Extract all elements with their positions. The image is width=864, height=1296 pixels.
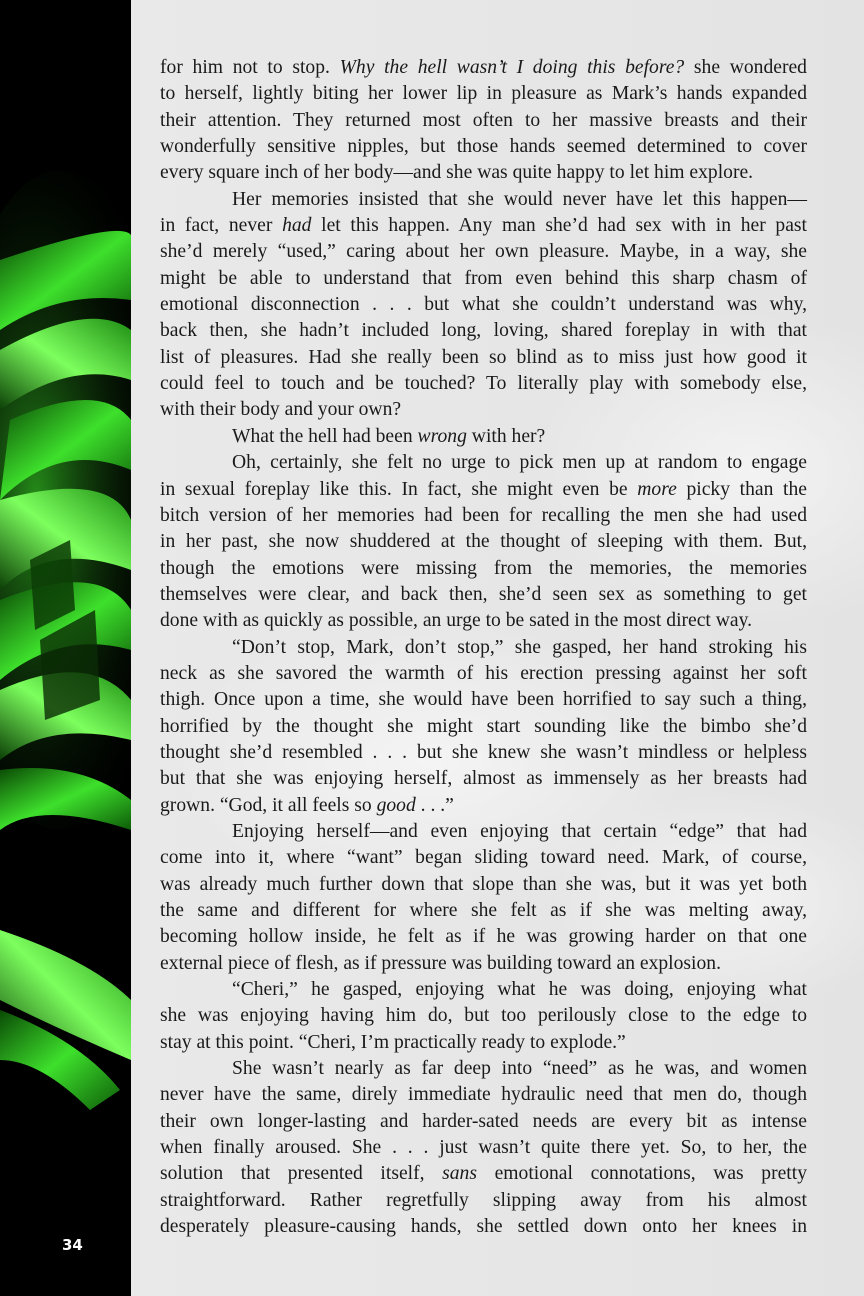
text-run: with her? xyxy=(466,425,546,447)
text-run: thigh. Once upon a time, she would have been horrified to say such a thing, xyxy=(160,689,807,711)
text-run: she’d merely “used,” caring about her own pleasure. Maybe, in a way, she xyxy=(160,241,807,263)
text-line xyxy=(160,1030,807,1056)
text-line xyxy=(160,608,807,634)
text-run: themselves were clear, and back then, she’d seen sex as something to get xyxy=(160,583,807,605)
text-line xyxy=(160,55,807,81)
text-run: but that she was enjoying herself, almost as immensely as her breasts had xyxy=(160,768,807,790)
text-run: picky than the xyxy=(676,478,807,500)
text-line xyxy=(160,292,807,318)
text-line xyxy=(160,793,807,819)
text-line xyxy=(160,477,807,503)
text-run: list of pleasures. Had she really been so blind as to miss just how good it xyxy=(160,346,807,368)
text-run: “Don’t stop, Mark, don’t stop,” she gasped, her hand stroking his xyxy=(232,636,807,658)
text-line xyxy=(160,819,807,845)
text-line xyxy=(160,1082,807,1108)
text-run: to herself, lightly biting her lower lip in pleasure as Mark’s hands expanded xyxy=(160,83,807,105)
text-run: “Cheri,” he gasped, enjoying what he was doing, enjoying what xyxy=(232,979,807,1001)
text-line xyxy=(160,1109,807,1135)
text-line xyxy=(160,1214,807,1240)
italic-text-run: more xyxy=(637,478,677,500)
text-line xyxy=(160,714,807,740)
text-run: for him not to stop. xyxy=(160,57,340,78)
text-line xyxy=(160,134,807,160)
text-line xyxy=(160,582,807,608)
text-run: she was enjoying having him do, but too perilously close to the edge to xyxy=(160,1005,807,1027)
text-line xyxy=(160,397,807,423)
italic-text-run: good xyxy=(376,794,416,816)
text-line xyxy=(160,635,807,661)
text-run: . . .” xyxy=(415,794,454,816)
text-line xyxy=(160,898,807,924)
text-run: emotional disconnection . . . but what she couldn’t understand was why, xyxy=(160,294,807,316)
text-line xyxy=(160,81,807,107)
text-line xyxy=(160,845,807,871)
text-run: becoming hollow inside, he felt as if he was growing harder on that one xyxy=(160,926,807,948)
text-line xyxy=(160,1056,807,1082)
text-run: she wondered xyxy=(684,57,807,78)
text-run: could feel to touch and be touched? To literally play with somebody else, xyxy=(160,373,807,395)
italic-text-run: sans xyxy=(442,1163,477,1185)
text-run: bitch version of her memories had been for recalling the men she had used xyxy=(160,504,807,526)
book-page xyxy=(131,0,864,1296)
italic-text-run: had xyxy=(282,215,312,237)
text-run: horrified by the thought she might start sounding like the bimbo she’d xyxy=(160,715,807,737)
text-run: external piece of flesh, as if pressure was building toward an explosion. xyxy=(160,952,721,974)
text-run: Enjoying herself—and even enjoying that certain “edge” that had xyxy=(232,820,807,842)
text-line xyxy=(160,872,807,898)
text-line xyxy=(160,160,807,186)
text-line xyxy=(160,318,807,344)
text-run: every square inch of her body—and she was quite happy to let him explore. xyxy=(160,162,754,184)
text-run: when finally aroused. She . . . just wasn’t quite there yet. So, to her, the xyxy=(160,1137,807,1159)
text-run: back then, she hadn’t included long, loving, shared foreplay in with that xyxy=(160,320,807,342)
text-run: in fact, never xyxy=(160,215,283,237)
text-line xyxy=(160,1135,807,1161)
text-run: might be able to understand that from even behind this sharp chasm of xyxy=(160,267,807,289)
text-line xyxy=(160,529,807,555)
text-run: grown. “God, it all feels so xyxy=(160,794,377,816)
text-run: in her past, she now shuddered at the thought of sleeping with them. But, xyxy=(160,531,807,553)
text-run: Oh, certainly, she felt no urge to pick men up at random to engage xyxy=(232,452,807,474)
text-run: done with as quickly as possible, an urge to be sated in the most direct way. xyxy=(160,610,753,632)
text-run: though the emotions were missing from the memories, the memories xyxy=(160,557,807,579)
text-line xyxy=(160,1188,807,1214)
text-line xyxy=(160,450,807,476)
text-run: in sexual foreplay like this. In fact, she might even be xyxy=(160,478,638,500)
text-run: their own longer-lasting and harder-sated needs are every bit as intense xyxy=(160,1110,807,1132)
text-line xyxy=(160,740,807,766)
text-line xyxy=(160,661,807,687)
text-line xyxy=(160,345,807,371)
text-run: let this happen. Any man she’d had sex with in her past xyxy=(311,215,807,237)
text-run: Her memories insisted that she would never have let this happen— xyxy=(232,188,807,210)
text-line xyxy=(160,239,807,265)
text-run: their attention. They returned most often to her massive breasts and their xyxy=(160,109,807,131)
text-run: was already much further down that slope than she was, but it was yet both xyxy=(160,873,807,895)
text-run: with their body and your own? xyxy=(160,399,402,421)
text-run: desperately pleasure-causing hands, she settled down onto her knees in xyxy=(160,1216,807,1238)
text-line xyxy=(160,687,807,713)
text-line xyxy=(160,951,807,977)
text-run: never have the same, direly immediate hydraulic need that men do, though xyxy=(160,1084,807,1106)
text-run: She wasn’t nearly as far deep into “need” as he was, and women xyxy=(232,1058,807,1080)
italic-text-run: wrong xyxy=(417,425,467,447)
text-run: come into it, where “want” began sliding toward need. Mark, of course, xyxy=(160,847,807,869)
text-run: What the hell had been xyxy=(232,425,418,447)
page-number: 34 xyxy=(62,1236,83,1254)
text-line xyxy=(160,556,807,582)
text-line xyxy=(160,187,807,213)
text-line xyxy=(160,371,807,397)
text-run: solution that presented itself, xyxy=(160,1163,443,1185)
text-line xyxy=(160,766,807,792)
text-line xyxy=(160,1161,807,1187)
text-run: straightforward. Rather regretfully slipping away from his almost xyxy=(160,1189,807,1211)
decorative-sidebar xyxy=(0,0,131,1296)
text-run: thought she’d resembled . . . but she knew she wasn’t mindless or helpless xyxy=(160,741,807,763)
text-line xyxy=(160,977,807,1003)
green-ribbon-artwork xyxy=(0,0,131,1296)
text-line xyxy=(160,503,807,529)
body-text xyxy=(160,55,807,1240)
text-line xyxy=(160,213,807,239)
text-line xyxy=(160,1003,807,1029)
text-run: the same and different for where she felt as if she was melting away, xyxy=(160,900,807,921)
text-line xyxy=(160,924,807,950)
text-line xyxy=(160,424,807,450)
text-run: wonderfully sensitive nipples, but those hands seemed determined to cover xyxy=(160,136,807,158)
text-line xyxy=(160,266,807,292)
text-line xyxy=(160,108,807,134)
italic-text-run: Why the hell wasn’t I doing this before? xyxy=(339,57,685,78)
text-run: emotional connotations, was pretty xyxy=(476,1163,807,1185)
text-run: neck as she savored the warmth of his erection pressing against her soft xyxy=(160,662,807,684)
text-run: stay at this point. “Cheri, I’m practically ready to explode.” xyxy=(160,1031,626,1053)
